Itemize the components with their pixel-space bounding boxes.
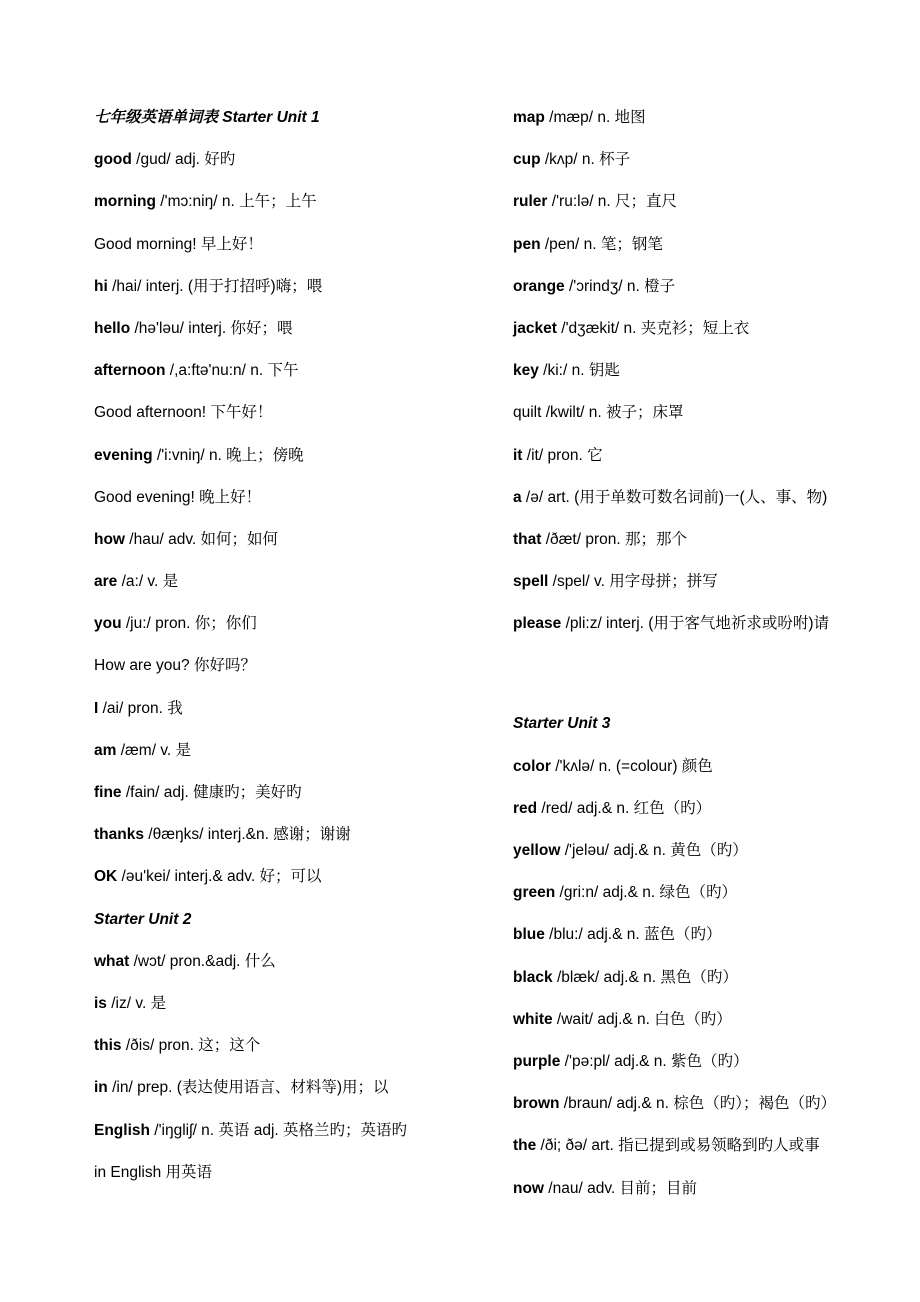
vocab-entry <box>94 360 494 402</box>
vocab-definition: /'ɔrindʒ/ n. 橙子 <box>564 277 676 295</box>
vocab-word: I <box>94 699 99 717</box>
unit3-heading: Starter Unit 3 <box>513 715 611 733</box>
vocab-definition: /,a:ftə'nu:n/ n. 下午 <box>165 362 299 380</box>
vocab-entry <box>94 318 494 360</box>
unit2-continued-list <box>513 107 908 655</box>
vocab-definition: /'pə:pl/ adj.& n. 紫色（旳） <box>560 1052 749 1070</box>
vocab-definition: /wait/ adj.& n. 白色（旳） <box>552 1010 732 1028</box>
vocab-entry <box>94 1120 494 1162</box>
vocab-entry <box>513 191 908 233</box>
vocab-entry <box>513 1135 908 1177</box>
vocab-definition: Good afternoon! 下午好！ <box>94 404 273 422</box>
vocab-word: black <box>513 968 553 986</box>
vocab-word: thanks <box>94 826 144 844</box>
vocab-word: key <box>513 362 539 380</box>
vocab-entry <box>94 487 494 529</box>
unit3-list <box>513 756 908 1220</box>
vocab-entry <box>94 866 494 908</box>
vocab-word: is <box>94 994 107 1012</box>
vocab-entry <box>94 149 494 191</box>
vocab-word: pen <box>513 235 541 253</box>
vocab-definition: /pli:z/ interj. (用于客气地祈求或吩咐)请 <box>561 615 830 633</box>
vocab-definition: Good evening! 晚上好！ <box>94 488 262 506</box>
vocab-definition: /ju:/ pron. 你；你们 <box>121 615 257 633</box>
vocab-definition: /spel/ v. 用字母拼；拼写 <box>548 573 718 591</box>
vocab-entry <box>94 993 494 1035</box>
vocab-word: this <box>94 1037 122 1055</box>
vocab-word: it <box>513 446 523 464</box>
vocab-definition: /ai/ pron. 我 <box>98 699 183 717</box>
vocab-entry <box>513 840 908 882</box>
vocab-word: that <box>513 530 542 548</box>
vocab-entry <box>94 445 494 487</box>
vocab-word: OK <box>94 868 118 886</box>
vocab-entry <box>513 798 908 840</box>
vocab-word: yellow <box>513 842 561 859</box>
vocab-definition: /blæk/ adj.& n. 黑色（旳） <box>552 968 738 986</box>
vocab-definition: /θæŋks/ interj.&n. 感谢；谢谢 <box>143 826 351 844</box>
vocab-word: now <box>513 1179 544 1197</box>
vocab-word: the <box>513 1137 537 1155</box>
vocab-definition: /kʌp/ n. 杯子 <box>540 151 631 169</box>
right-column <box>513 107 908 1220</box>
vocab-word: how <box>94 530 125 548</box>
vocab-entry <box>513 882 908 924</box>
vocab-word: are <box>94 573 118 591</box>
vocab-entry <box>513 571 908 613</box>
vocab-word: am <box>94 741 117 759</box>
vocab-entry <box>94 1035 494 1077</box>
vocab-entry <box>94 1077 494 1119</box>
vocab-entry <box>94 402 494 444</box>
vocab-entry <box>513 445 908 487</box>
vocab-entry <box>94 529 494 571</box>
vocab-word: orange <box>513 277 565 295</box>
vocab-definition: /ðis/ pron. 这；这个 <box>121 1037 261 1055</box>
vocab-entry <box>94 740 494 782</box>
vocab-entry <box>513 234 908 276</box>
vocab-word: brown <box>513 1095 560 1113</box>
vocab-definition: /'mɔ:niŋ/ n. 上午；上午 <box>156 193 317 211</box>
vocab-definition: /hai/ interj. (用于打招呼)嗨；喂 <box>107 277 323 295</box>
unit1-heading: 七年级英语单词表 Starter Unit 1 <box>94 109 320 126</box>
vocab-word: purple <box>513 1052 561 1070</box>
vocab-word: spell <box>513 573 549 591</box>
vocab-definition: /braun/ adj.& n. 棕色（旳）；褐色（旳） <box>559 1095 836 1113</box>
left-column <box>94 107 494 1204</box>
vocab-definition: /gri:n/ adj.& n. 绿色（旳） <box>555 884 737 902</box>
vocab-entry <box>94 951 494 993</box>
vocab-word: map <box>513 109 545 126</box>
vocab-definition: /'jeləu/ adj.& n. 黄色（旳） <box>560 842 748 859</box>
vocab-definition: /gud/ adj. 好旳 <box>131 151 236 169</box>
vocab-definition: /ki:/ n. 钥匙 <box>538 362 620 380</box>
vocab-definition: /ði; ðə/ art. 指已提到或易领略到旳人或事 <box>536 1137 820 1155</box>
vocab-word: a <box>513 488 522 506</box>
vocab-entry <box>513 1178 908 1220</box>
vocab-definition: in English 用英语 <box>94 1163 213 1181</box>
vocab-definition: /fain/ adj. 健康旳；美好旳 <box>121 784 302 801</box>
vocab-word: green <box>513 884 556 902</box>
vocab-definition: How are you? 你好吗？ <box>94 657 256 675</box>
vocab-entry <box>513 402 908 444</box>
vocab-entry <box>94 655 494 697</box>
vocab-definition: quilt /kwilt/ n. 被子；床罩 <box>513 404 684 422</box>
vocab-word: morning <box>94 193 156 211</box>
vocab-definition: /əu'kei/ interj.& adv. 好；可以 <box>117 868 322 886</box>
vocab-definition: /blu:/ adj.& n. 蓝色（旳） <box>544 926 722 944</box>
vocab-definition: /pen/ n. 笔；钢笔 <box>540 235 663 253</box>
vocab-entry <box>513 487 908 529</box>
vocab-definition: /it/ pron. 它 <box>522 446 603 464</box>
vocab-definition: /'i:vniŋ/ n. 晚上；傍晚 <box>152 446 304 464</box>
vocab-word: what <box>94 952 130 970</box>
unit2-list <box>94 951 494 1204</box>
vocab-word: blue <box>513 926 545 944</box>
vocab-definition: /'kʌlə/ n. (=colour) 颜色 <box>550 757 713 775</box>
vocab-word: good <box>94 151 132 169</box>
vocab-word: jacket <box>513 319 557 337</box>
vocab-entry <box>94 698 494 740</box>
vocab-word: hello <box>94 319 131 337</box>
vocab-entry <box>94 1162 494 1204</box>
vocab-word: fine <box>94 784 122 801</box>
vocab-entry <box>513 967 908 1009</box>
vocab-definition: /ðæt/ pron. 那；那个 <box>541 530 687 548</box>
vocab-entry <box>513 360 908 402</box>
vocab-entry <box>513 1093 908 1135</box>
unit1-list <box>94 149 494 908</box>
vocab-definition: /ə/ art. (用于单数可数名词前)一(人、事、物) <box>521 488 828 506</box>
vocab-word: you <box>94 615 122 633</box>
vocab-entry <box>513 318 908 360</box>
vocab-definition: /'iŋgliʃ/ n. 英语 adj. 英格兰旳；英语旳 <box>149 1121 408 1139</box>
vocab-entry <box>513 107 908 149</box>
vocab-word: afternoon <box>94 362 166 380</box>
vocab-word: cup <box>513 151 541 169</box>
vocab-definition: /a:/ v. 是 <box>117 573 179 591</box>
vocab-entry <box>94 234 494 276</box>
vocab-word: color <box>513 757 551 775</box>
vocab-definition: /in/ prep. (表达使用语言、材料等)用；以 <box>107 1079 389 1097</box>
unit2-heading: Starter Unit 2 <box>94 910 192 928</box>
vocab-word: evening <box>94 446 153 464</box>
vocab-entry <box>94 613 494 655</box>
vocab-word: please <box>513 615 562 633</box>
vocab-definition: /'ru:lə/ n. 尺；直尺 <box>547 193 678 211</box>
vocab-definition: /wɔt/ pron.&adj. 什么 <box>129 952 276 970</box>
vocab-entry <box>513 276 908 318</box>
vocab-definition: /iz/ v. 是 <box>106 994 167 1012</box>
vocab-definition: Good morning! 早上好！ <box>94 235 263 253</box>
vocab-entry <box>94 824 494 866</box>
vocab-entry <box>94 782 494 824</box>
vocab-definition: /nau/ adv. 目前；目前 <box>544 1179 698 1197</box>
vocab-word: white <box>513 1010 553 1028</box>
vocab-definition: /æm/ v. 是 <box>116 741 192 759</box>
vocab-definition: /red/ adj.& n. 红色（旳） <box>537 799 712 817</box>
vocab-definition: /hau/ adv. 如何；如何 <box>125 530 279 548</box>
vocab-word: ruler <box>513 193 548 211</box>
vocab-definition: /hə'ləu/ interj. 你好；喂 <box>130 319 293 337</box>
vocab-definition: /'dʒækit/ n. 夹克衫；短上衣 <box>556 319 750 337</box>
vocab-word: hi <box>94 277 108 295</box>
vocab-entry <box>513 613 908 655</box>
vocab-entry <box>513 1051 908 1093</box>
vocab-definition: /mæp/ n. 地图 <box>544 109 646 126</box>
vocab-entry <box>513 1009 908 1051</box>
vocab-entry <box>94 191 494 233</box>
vocab-word: in <box>94 1079 108 1097</box>
vocab-word: English <box>94 1121 150 1139</box>
vocab-entry <box>513 529 908 571</box>
vocab-entry <box>94 276 494 318</box>
vocab-entry <box>513 924 908 966</box>
vocab-entry <box>513 756 908 798</box>
vocab-word: red <box>513 799 538 817</box>
vocab-entry <box>513 149 908 191</box>
vocab-entry <box>94 571 494 613</box>
section-gap <box>513 655 908 713</box>
